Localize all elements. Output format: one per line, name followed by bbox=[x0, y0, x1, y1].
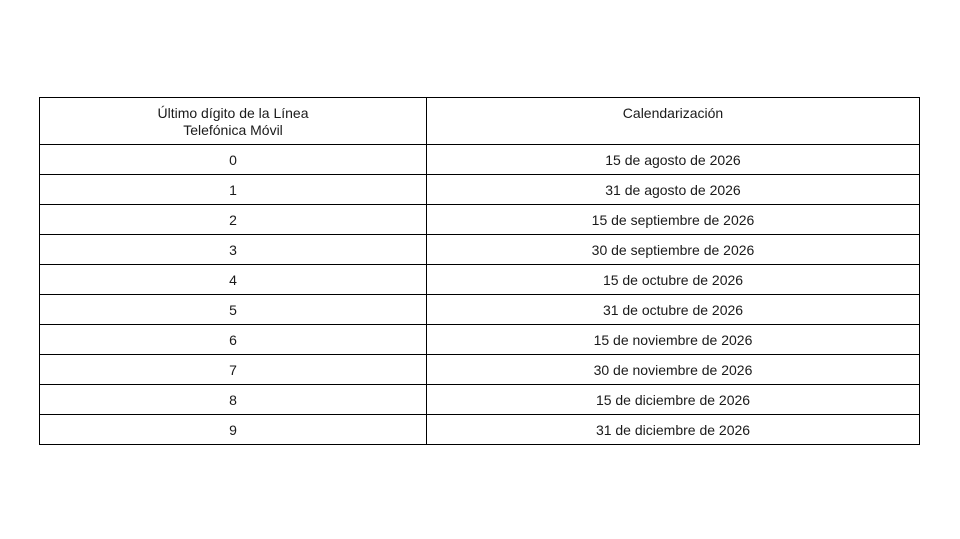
table-row bbox=[40, 295, 920, 325]
date-cell: 31 de diciembre de 2026 bbox=[427, 415, 920, 445]
header-digit-line-1: Último dígito de la Línea bbox=[157, 105, 309, 121]
digit-cell: 9 bbox=[40, 415, 427, 445]
table-row bbox=[40, 385, 920, 415]
digit-cell: 2 bbox=[40, 205, 427, 235]
date-cell: 15 de agosto de 2026 bbox=[427, 145, 920, 175]
header-digit-line-2: Telefónica Móvil bbox=[183, 122, 283, 138]
digit-cell: 0 bbox=[40, 145, 427, 175]
date-cell: 31 de agosto de 2026 bbox=[427, 175, 920, 205]
digit-cell: 7 bbox=[40, 355, 427, 385]
table-row bbox=[40, 205, 920, 235]
table-row bbox=[40, 325, 920, 355]
date-cell: 15 de noviembre de 2026 bbox=[427, 325, 920, 355]
table-row bbox=[40, 415, 920, 445]
digit-cell: 6 bbox=[40, 325, 427, 355]
digit-cell: 1 bbox=[40, 175, 427, 205]
table-row bbox=[40, 175, 920, 205]
header-digit bbox=[40, 98, 427, 145]
digit-cell: 3 bbox=[40, 235, 427, 265]
date-cell: 15 de septiembre de 2026 bbox=[427, 205, 920, 235]
digit-cell: 5 bbox=[40, 295, 427, 325]
table-row bbox=[40, 265, 920, 295]
table-row bbox=[40, 235, 920, 265]
header-schedule: Calendarización bbox=[427, 98, 920, 145]
date-cell: 15 de octubre de 2026 bbox=[427, 265, 920, 295]
digit-cell: 8 bbox=[40, 385, 427, 415]
date-cell: 31 de octubre de 2026 bbox=[427, 295, 920, 325]
date-cell: 30 de noviembre de 2026 bbox=[427, 355, 920, 385]
header-row bbox=[40, 98, 920, 145]
table-row bbox=[40, 355, 920, 385]
date-cell: 15 de diciembre de 2026 bbox=[427, 385, 920, 415]
table-row bbox=[40, 145, 920, 175]
digit-cell: 4 bbox=[40, 265, 427, 295]
date-cell: 30 de septiembre de 2026 bbox=[427, 235, 920, 265]
schedule-table bbox=[39, 97, 920, 445]
